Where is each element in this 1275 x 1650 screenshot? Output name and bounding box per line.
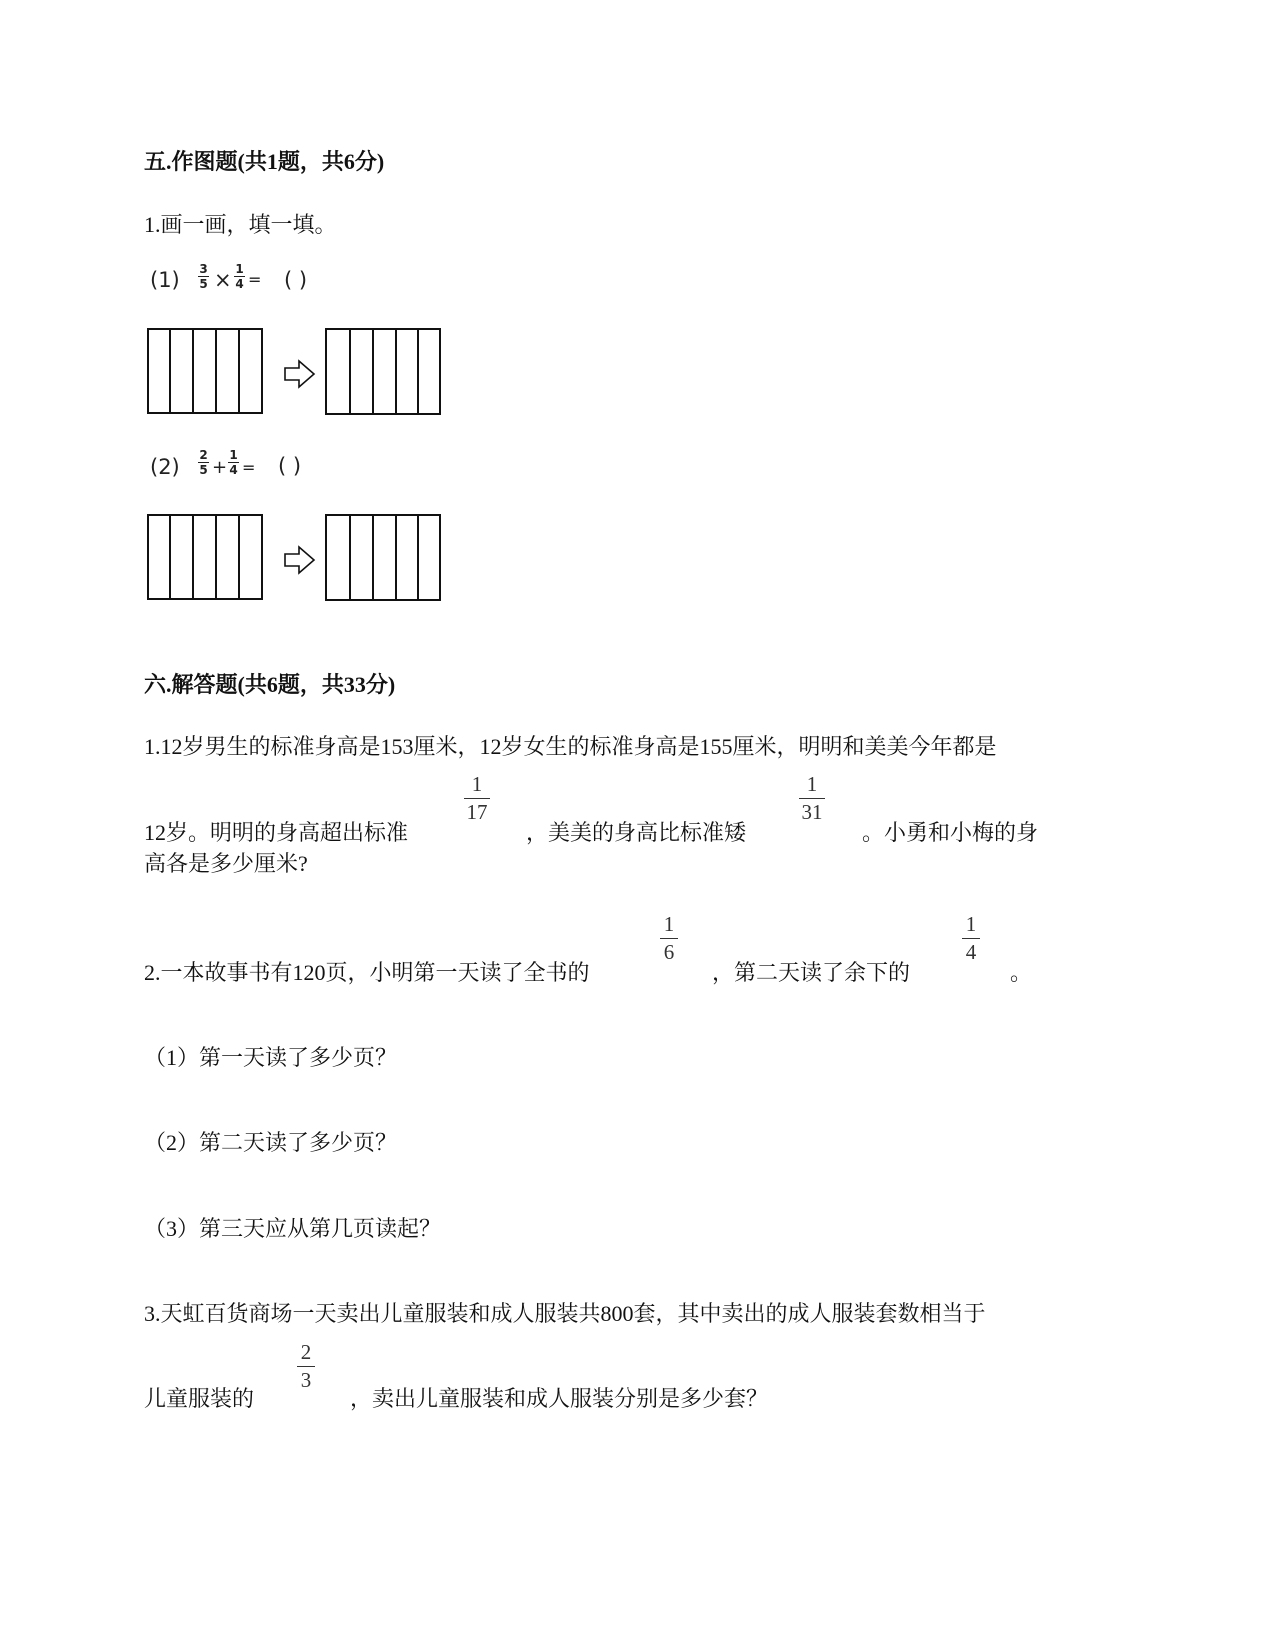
question-6-1-segment-1: 12岁。明明的身高超出标准: [144, 820, 409, 845]
question-6-1-line-3: 高各是多少厘米?: [144, 851, 308, 876]
question-6-2-sub-2: （2）第二天读了多少页？: [144, 1130, 398, 1155]
fraction-2-5: [198, 449, 209, 476]
multiply-sign: ×: [214, 268, 232, 292]
fraction-1-17: [464, 774, 490, 823]
question-6-3-segment-2: ，卖出儿童服装和成人服装分别是多少套？: [350, 1386, 769, 1411]
fraction-1-31: [799, 774, 825, 823]
question-6-1-segment-2: ，美美的身高比标准矮: [526, 820, 747, 845]
fraction-numerator: 1: [235, 262, 244, 276]
fraction-1-4: [234, 263, 245, 290]
fraction-denominator: 31: [801, 800, 823, 824]
plus-sign: +: [212, 457, 228, 478]
fraction-denominator: 4: [965, 940, 977, 964]
question-6-1-line-1: 1.12岁男生的标准身高是153厘米，12岁女生的标准身高是155厘米，明明和美美今年都是: [144, 734, 997, 759]
fraction-2-3: [297, 1342, 315, 1391]
rectangle-diagram-2a: [147, 514, 263, 600]
arrow-right-icon: [283, 358, 317, 390]
question-6-2-segment-2: ，第二天读了余下的: [712, 960, 911, 985]
equals-sign: =: [242, 458, 256, 477]
part-2-label: (2): [150, 455, 180, 479]
question-6-2-segment-3: 。: [1010, 960, 1033, 985]
fraction-numerator: 1: [663, 912, 675, 936]
question-6-1-segment-3: 。小勇和小梅的身: [862, 820, 1039, 845]
fraction-1-6: [660, 914, 678, 963]
fraction-3-5: [198, 263, 209, 290]
fraction-numerator: 1: [965, 912, 977, 936]
part-1-label: (1): [150, 268, 180, 292]
rectangle-diagram-2b: [325, 514, 441, 601]
fraction-numerator: 1: [471, 772, 483, 796]
answer-blank[interactable]: ( ): [278, 454, 302, 478]
rectangle-diagram-1b: [325, 328, 441, 415]
question-5-1-text: 1.画一画，填一填。: [144, 212, 337, 237]
fraction-numerator: 1: [806, 772, 818, 796]
fraction-numerator: 3: [199, 262, 208, 276]
fraction-numerator: 2: [199, 448, 208, 462]
fraction-numerator: 1: [229, 448, 238, 462]
fraction-1-4: [962, 914, 980, 963]
fraction-denominator: 3: [300, 1368, 312, 1392]
answer-blank[interactable]: ( ): [284, 268, 308, 292]
question-6-2-sub-1: （1）第一天读了多少页？: [144, 1045, 398, 1070]
fraction-denominator: 6: [663, 940, 675, 964]
rectangle-diagram-1a: [147, 328, 263, 414]
question-6-2-segment-1: 2.一本故事书有120页，小明第一天读了全书的: [144, 960, 590, 985]
section-5-heading: 五.作图题(共1题，共6分): [144, 149, 385, 174]
section-6-heading: 六.解答题(共6题，共33分): [144, 672, 396, 697]
equals-sign: =: [248, 270, 262, 289]
fraction-denominator: 17: [466, 800, 488, 824]
fraction-denominator: 5: [199, 277, 208, 291]
fraction-denominator: 4: [229, 463, 238, 477]
question-6-3-segment-1: 儿童服装的: [144, 1386, 255, 1411]
question-6-3-line-1: 3.天虹百货商场一天卖出儿童服装和成人服装共800套，其中卖出的成人服装套数相当于: [144, 1301, 986, 1326]
question-6-2-sub-3: （3）第三天应从第几页读起？: [144, 1216, 442, 1241]
fraction-1-4: [228, 449, 239, 476]
fraction-numerator: 2: [300, 1340, 312, 1364]
fraction-denominator: 5: [199, 463, 208, 477]
fraction-denominator: 4: [235, 277, 244, 291]
arrow-right-icon: [283, 544, 317, 576]
